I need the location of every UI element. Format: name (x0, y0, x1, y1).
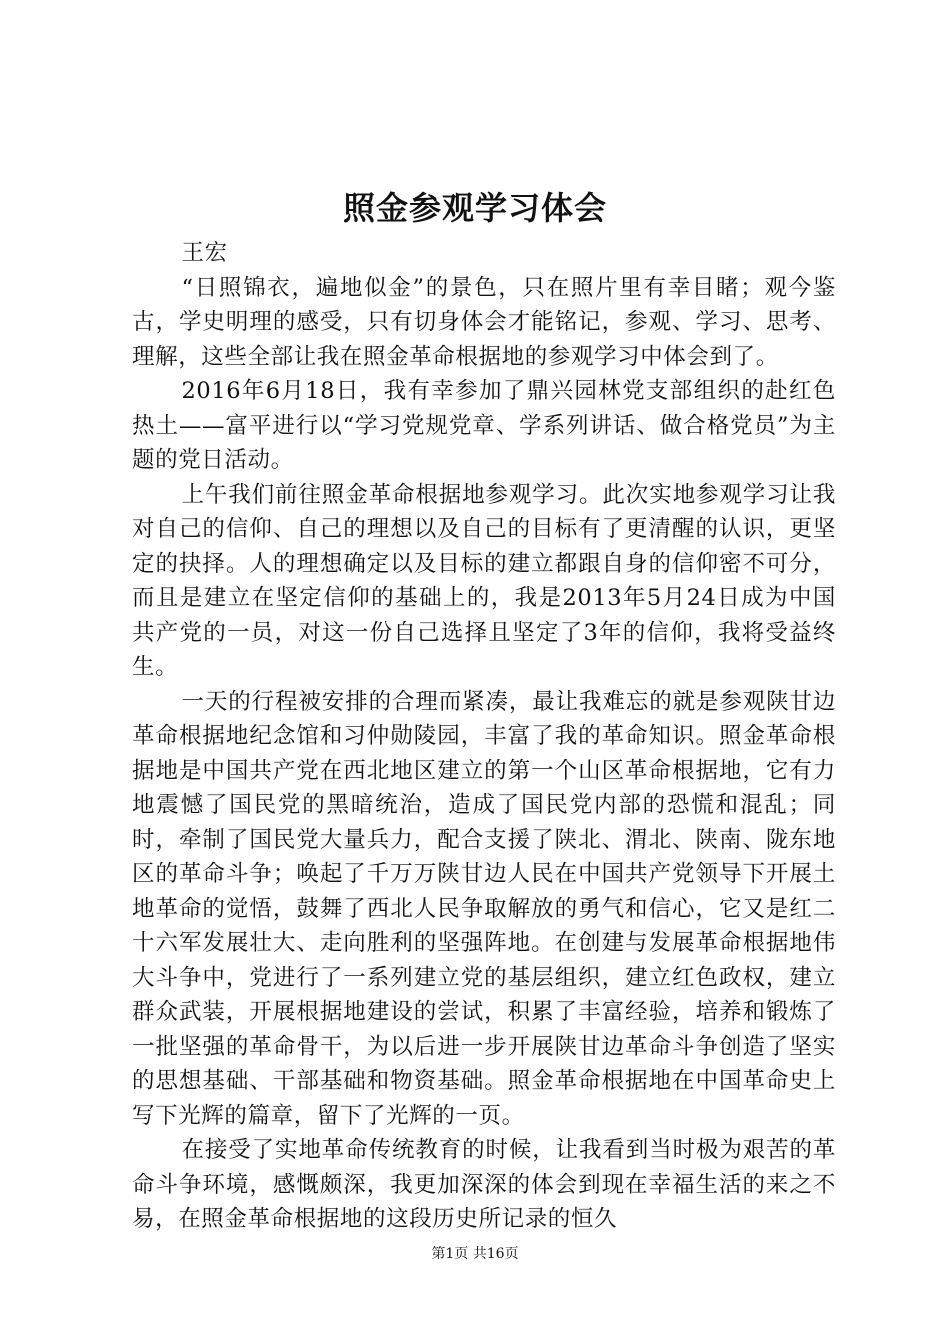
paragraph-3: 上午我们前往照金革命根据地参观学习。此次实地参观学习让我对自己的信仰、自己的理想以及自己的目标有了更清醒的认识，更坚定的抉择。人的理想确定以及目标的建立都跟自身的信仰密不可分，而且是建立在坚定信仰的基础上的，我是2013年5月24日成为中国共产党的一员，对这一份自己选择且坚定了3年的信仰，我将受益终生。 (132, 481, 836, 680)
paragraph-2: 2016年6月18日，我有幸参加了鼎兴园林党支部组织的赴红色热土——富平进行以“学习党规党章、学系列讲话、做合格党员”为主题的党日活动。 (132, 378, 836, 473)
page-number-footer: 第1页 共16页 (431, 1246, 519, 1262)
paragraph-1: “日照锦衣，遍地似金”的景色，只在照片里有幸目睹；观今鉴古，学史明理的感受，只有切身体会才能铭记，参观、学习、思考、理解，这些全部让我在照金革命根据地的参观学习中体会到了。 (132, 274, 836, 370)
paragraph-4: 一天的行程被安排的合理而紧凑，最让我难忘的就是参观陕甘边革命根据地纪念馆和习仲勋陵园，丰富了我的革命知识。照金革命根据地是中国共产党在西北地区建立的第一个山区革命根据地，它有力地震憾了国民党的黑暗统治，造成了国民党内部的恐慌和混乱；同时，牵制了国民党大量兵力，配合支援了陕北、渭北、陕南、陇东地区的革命斗争；唤起了千万万陕甘边人民在中国共产党领导下开展土地革命的觉悟，鼓舞了西北人民争取解放的勇气和信心，它又是红二十六军发展壮大、走向胜利的坚强阵地。在创建与发展革命根据地伟大斗争中，党进行了一系列建立党的基层组织，建立红色政权，建立群众武装，开展根据地建设的尝试，积累了丰富经验，培养和锻炼了一批坚强的革命骨干，为以后进一步开展陕甘边革命斗争创造了坚实的思想基础、干部基础和物资基础。照金革命根据地在中国革命史上写下光辉的篇章，留下了光辉的一页。 (132, 688, 836, 1129)
document-title: 照金参观学习体会 (342, 189, 607, 227)
paragraph-5: 在接受了实地革命传统教育的时候，让我看到当时极为艰苦的革命斗争环境，感慨颇深，我更加深深的体会到现在幸福生活的来之不易，在照金革命根据地的这段历史所记录的恒久 (132, 1137, 836, 1232)
document-body (132, 236, 836, 1237)
author-line: 王宏 (181, 240, 228, 266)
